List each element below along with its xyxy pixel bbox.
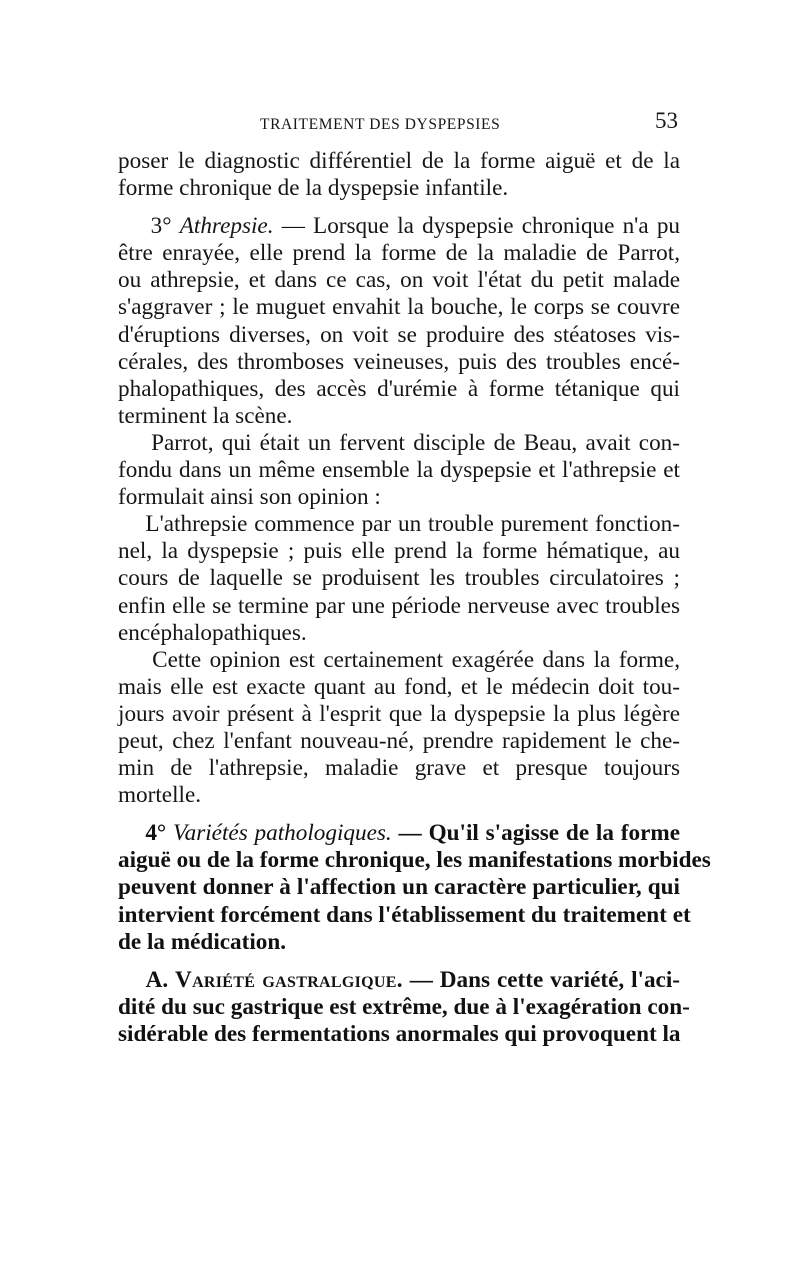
paragraph-quote bbox=[118, 511, 680, 646]
text-line bbox=[118, 967, 680, 994]
text-fragment: Cette opinion est certainement exagérée dans la forme, bbox=[152, 646, 681, 673]
text-fragment: — Dans cette variété, l'aci- bbox=[402, 966, 681, 993]
text-line bbox=[118, 820, 680, 847]
text-line: être enrayée, elle prend la forme de la maladie de Parrot, bbox=[118, 240, 680, 267]
page-number: 53 bbox=[655, 108, 678, 133]
text-line: peut, chez l'enfant nouveau-né, prendre rapidement le che- bbox=[118, 727, 680, 754]
text-line: sidérable des fermentations anormales qui provoquent la bbox=[118, 1020, 681, 1047]
text-line: peuvent donner à l'affection un caractère particulier, qui bbox=[118, 874, 680, 901]
text-line: de la médication. bbox=[118, 928, 287, 955]
paragraph-parrot bbox=[118, 430, 680, 511]
section-number: 4° bbox=[145, 820, 167, 847]
running-title: TRAITEMENT DES DYSPEPSIES bbox=[260, 116, 501, 133]
paragraph-opinion bbox=[118, 647, 680, 810]
text-line bbox=[118, 213, 680, 240]
text-fragment: L'athrepsie commence par un trouble purement fonction- bbox=[145, 511, 680, 538]
text-line: enfin elle se termine par une période nerveuse avec troubles bbox=[118, 592, 680, 619]
text-line: formulait ainsi son opinion : bbox=[118, 484, 381, 511]
running-head bbox=[118, 108, 680, 148]
section-number: 3° bbox=[150, 213, 172, 240]
body-text bbox=[118, 148, 711, 1048]
paragraph-athrepsie bbox=[118, 213, 680, 430]
section-title: Variétés pathologiques. bbox=[173, 820, 392, 847]
text-line: terminent la scène. bbox=[118, 402, 293, 429]
text-line: poser le diagnostic différentiel de la forme aiguë et de la bbox=[118, 148, 680, 174]
text-line: mortelle. bbox=[118, 782, 202, 809]
paragraph-continuation bbox=[118, 148, 680, 202]
book-page bbox=[118, 108, 711, 1048]
text-line bbox=[118, 430, 680, 457]
text-fragment: — Lorsque la dyspepsie chronique n'a pu bbox=[273, 213, 681, 240]
text-line: phalopathiques, des accès d'urémie à forme tétanique qui bbox=[118, 375, 680, 402]
text-line: ou athrepsie, et dans ce cas, on voit l'état du petit malade bbox=[118, 267, 680, 294]
text-line: intervient forcément dans l'établissement du traitement et bbox=[118, 901, 691, 928]
text-line bbox=[118, 647, 680, 674]
text-line: aiguë ou de la forme chronique, les manifestations morbides bbox=[118, 847, 711, 874]
text-line: jours avoir présent à l'esprit que la dyspepsie la plus légère bbox=[118, 700, 680, 727]
text-line: dité du suc gastrique est extrême, due à l'exagération con- bbox=[118, 993, 690, 1020]
section-number: A. bbox=[145, 966, 169, 993]
text-line: mais elle est exacte quant au fond, et le médecin doit tou- bbox=[118, 673, 680, 700]
text-line: cours de laquelle se produisent les troubles circulatoires ; bbox=[118, 565, 680, 592]
text-line: min de l'athrepsie, maladie grave et presque toujours bbox=[118, 755, 680, 782]
text-line bbox=[118, 511, 680, 538]
text-line: d'éruptions diverses, on voit se produire des stéatoses vis- bbox=[118, 321, 680, 348]
section-title: Athrepsie. bbox=[179, 213, 274, 240]
text-line: nel, la dyspepsie ; puis elle prend la forme hématique, au bbox=[118, 538, 680, 565]
text-fragment: — Qu'il s'agisse de la forme bbox=[391, 820, 681, 847]
text-line: forme chronique de la dyspepsie infantile. bbox=[118, 175, 509, 202]
section-title: Variété gastralgique. bbox=[175, 966, 403, 993]
text-line: encéphalopathiques. bbox=[118, 619, 307, 646]
text-line: s'aggraver ; le muguet envahit la bouche, le corps se couvre bbox=[118, 294, 680, 321]
text-fragment: Parrot, qui était un fervent disciple de Beau, avait con- bbox=[151, 429, 680, 456]
text-line: cérales, des thromboses veineuses, puis des troubles encé- bbox=[118, 348, 680, 375]
paragraph-varietes bbox=[118, 820, 711, 955]
text-line: fondu dans un même ensemble la dyspepsie et l'athrepsie et bbox=[118, 457, 680, 484]
paragraph-gastralgique bbox=[118, 966, 690, 1048]
